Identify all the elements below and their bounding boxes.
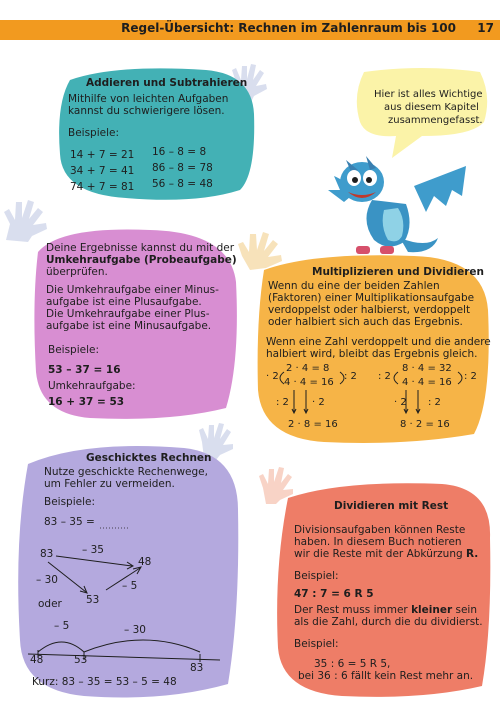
example-equation: 56 – 8 = 48 — [152, 178, 213, 190]
number-line — [24, 630, 224, 664]
example-equation: bei 36 : 6 fällt kein Rest mehr an. — [298, 670, 474, 682]
card-multiply-divide — [254, 250, 492, 446]
example-equation: 35 : 6 = 5 R 5, — [314, 658, 391, 670]
operation: – 30 — [36, 574, 58, 586]
card-reverse-check — [30, 222, 240, 422]
operation: – 35 — [82, 544, 104, 556]
example-equation: 34 + 7 = 41 — [70, 165, 135, 177]
diagram-bottom: 2 · 8 = 16 — [288, 419, 338, 430]
diagram-op: : 2 — [378, 371, 391, 382]
card-smart-calculation — [14, 440, 242, 702]
diagram-mid: 4 · 4 = 16 — [284, 377, 334, 388]
example-equation: 86 – 8 = 78 — [152, 162, 213, 174]
card-title: Addieren und Subtrahieren — [86, 77, 248, 89]
number: 53 — [86, 594, 100, 606]
card-text: aufgabe ist eine Minusaufgabe. — [46, 320, 212, 332]
diagram-top: 8 · 4 = 32 — [402, 363, 452, 374]
card-text: oder halbiert sich auch das Ergebnis. — [268, 316, 463, 328]
card-text: Mithilfe von leichten Aufgaben — [68, 93, 229, 105]
card-text: Umkehraufgabe (Probeaufgabe) — [46, 254, 237, 266]
examples-label: Beispiele: — [48, 344, 100, 356]
card-text: verdoppelst oder halbierst, verdoppelt — [268, 304, 471, 316]
speech-line: aus diesem Kapitel — [384, 102, 479, 113]
examples-label: Beispiele: — [44, 496, 96, 508]
diagram-op: : 2 — [464, 371, 477, 382]
diagram-op: : 2 — [276, 397, 289, 408]
number-line-label: – 30 — [124, 624, 146, 636]
diagram-op: · 2 — [312, 397, 325, 408]
diagram-mid: 4 · 4 = 16 — [402, 377, 452, 388]
example-label: Beispiel: — [294, 638, 339, 650]
card-text: Die Umkehraufgabe einer Minus- — [46, 284, 219, 296]
example-label: Beispiel: — [294, 570, 339, 582]
number-line-label: 53 — [74, 654, 88, 666]
card-text: Der Rest muss immer kleiner sein — [294, 604, 478, 616]
examples-label: Beispiele: — [68, 127, 120, 139]
card-text: Wenn du eine der beiden Zahlen — [268, 280, 440, 292]
diagram-top: 2 · 4 = 8 — [286, 363, 330, 374]
diagram-bottom: 8 · 2 = 16 — [400, 419, 450, 430]
card-text: um Fehler zu vermeiden. — [44, 478, 175, 490]
diagram-op: · 2 — [266, 371, 279, 382]
page-header — [0, 0, 500, 44]
or-label: oder — [38, 598, 62, 610]
diagram-op: : 2 — [344, 371, 357, 382]
example-equation: 53 – 37 = 16 — [48, 364, 121, 376]
card-text: wir die Reste mit der Abkürzung R. — [294, 548, 479, 560]
card-text: halbiert wird, bleibt das Ergebnis gleich. — [266, 348, 478, 360]
answer-line — [100, 526, 130, 530]
speech-line: zusammengefasst. — [388, 115, 483, 126]
number-line-label: 83 — [190, 662, 204, 674]
card-text: überprüfen. — [46, 266, 108, 278]
diagram-op: : 2 — [428, 397, 441, 408]
card-text: aufgabe ist eine Plusaufgabe. — [46, 296, 202, 308]
card-add-subtract — [56, 64, 256, 202]
page-number: 17 — [477, 21, 494, 35]
number: 48 — [138, 556, 152, 568]
card-text: kannst du schwierigere lösen. — [68, 105, 225, 117]
example-equation: 16 – 8 = 8 — [152, 146, 207, 158]
card-text: Wenn eine Zahl verdoppelt und die andere — [266, 336, 491, 348]
card-title: Multiplizieren und Dividieren — [312, 266, 485, 278]
dragon-mascot-icon — [316, 140, 476, 264]
number-line-label: – 5 — [54, 620, 70, 632]
example-equation: 14 + 7 = 21 — [70, 149, 135, 161]
example-equation: 74 + 7 = 81 — [70, 181, 135, 193]
card-text: haben. In diesem Buch notieren — [294, 536, 462, 548]
example-equation: 16 + 37 = 53 — [48, 396, 125, 408]
card-text: Divisionsaufgaben können Reste — [294, 524, 466, 536]
card-text: Die Umkehraufgabe einer Plus- — [46, 308, 210, 320]
diagram-op: · 2 — [394, 397, 407, 408]
card-title: Dividieren mit Rest — [334, 500, 449, 512]
card-title: Geschicktes Rechnen — [86, 452, 212, 464]
reverse-label: Umkehraufgabe: — [48, 380, 136, 392]
number: 83 — [40, 548, 54, 560]
page-title: Regel-Übersicht: Rechnen im Zahlenraum bis 100 — [121, 21, 456, 35]
example-equation: 47 : 7 = 6 R 5 — [294, 588, 374, 600]
speech-line: Hier ist alles Wichtige — [374, 89, 483, 100]
card-text: als die Zahl, durch die du dividierst. — [294, 616, 483, 628]
card-text: (Faktoren) einer Multiplikationsaufgabe — [268, 292, 475, 304]
number-line-label: 48 — [30, 654, 44, 666]
short-equation: Kurz: 83 – 35 = 53 – 5 = 48 — [32, 676, 177, 688]
card-division-remainder — [272, 478, 494, 700]
task-equation: 83 – 35 = — [44, 516, 95, 528]
operation: – 5 — [122, 580, 138, 592]
card-text: Nutze geschickte Rechenwege, — [44, 466, 208, 478]
card-text: Deine Ergebnisse kannst du mit der — [46, 242, 235, 254]
